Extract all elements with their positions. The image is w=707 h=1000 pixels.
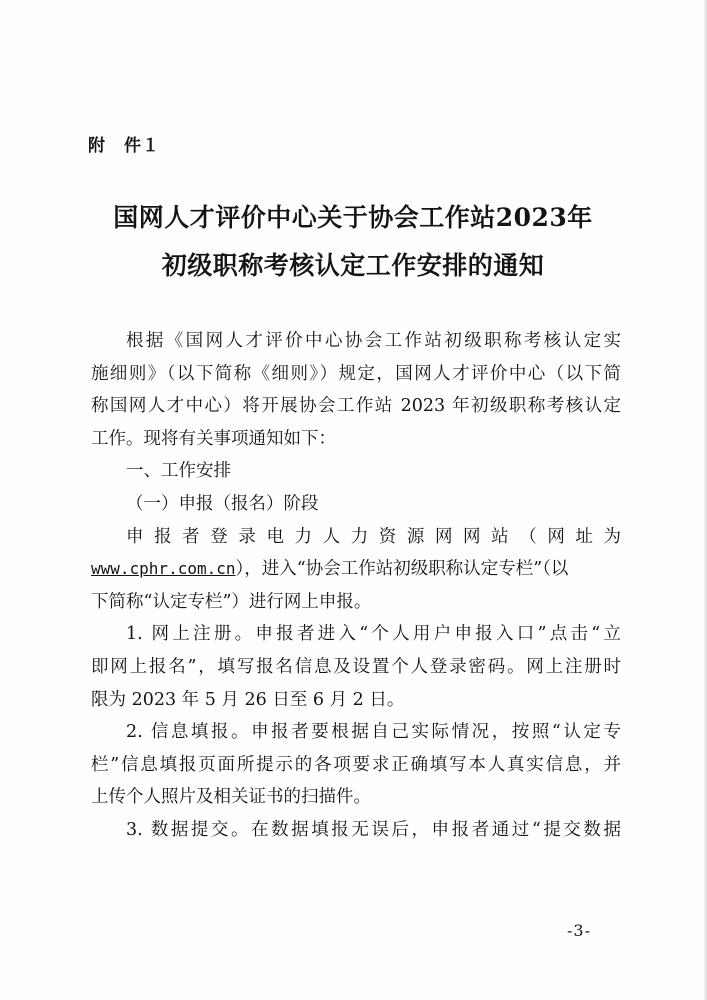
item-2-line-3: 上传个人照片及相关证书的扫描件。 xyxy=(91,787,371,808)
item-3-line-1: 3. 数据提交。在数据填报无误后，申报者通过“提交数据 xyxy=(126,819,621,840)
attachment-label: 附 件１ xyxy=(88,136,160,156)
section-heading-1: 一、工作安排 xyxy=(126,461,231,482)
scan-edge-shadow xyxy=(703,0,707,1000)
document-body xyxy=(91,325,621,847)
paragraph-2-line-1: 申报者登录电力人力资源网网站（网址为 xyxy=(126,526,621,547)
website-link[interactable]: www.cphr.com.cn xyxy=(91,559,236,579)
paragraph-1-line-3: 称国网人才中心）将开展协会工作站 2023 年初级职称考核认定 xyxy=(91,396,621,417)
item-2-line-2: 栏”信息填报页面所提示的各项要求正确填写本人真实信息，并 xyxy=(91,754,621,775)
paragraph-1-line-4: 工作。现将有关事项通知如下： xyxy=(91,428,336,449)
section-heading-2: （一）申报（报名）阶段 xyxy=(126,493,319,514)
paragraph-2-line-2 xyxy=(91,553,621,586)
title-line-1: 国网人才评价中心关于协会工作站2023年 xyxy=(113,203,593,232)
paragraph-1-line-2: 施细则》（以下简称《细则》）规定，国网人才评价中心（以下简 xyxy=(91,363,621,384)
title-line-2: 初级职称考核认定工作安排的通知 xyxy=(161,251,545,280)
item-1-line-2: 即网上报名”，填写报名信息及设置个人登录密码。网上注册时 xyxy=(91,656,621,677)
paragraph-1-line-1: 根据《国网人才评价中心协会工作站初级职称考核认定实 xyxy=(126,331,621,351)
item-2-line-1: 2. 信息填报。申报者要根据自己实际情况，按照“认定专 xyxy=(126,722,621,743)
page-number: -3- xyxy=(567,921,591,940)
item-1-line-1: 1. 网上注册。申报者进入“个人用户申报入口”点击“立 xyxy=(126,624,621,645)
paragraph-2-line-3: 下简称“认定专栏”）进行网上申报。 xyxy=(91,591,372,612)
paragraph-2-line-2-text: ），进入“协会工作站初级职称认定专栏”（以 xyxy=(235,559,569,580)
item-1-line-3: 限为 2023 年 5 月 26 日至 6 月 2 日。 xyxy=(91,689,405,710)
